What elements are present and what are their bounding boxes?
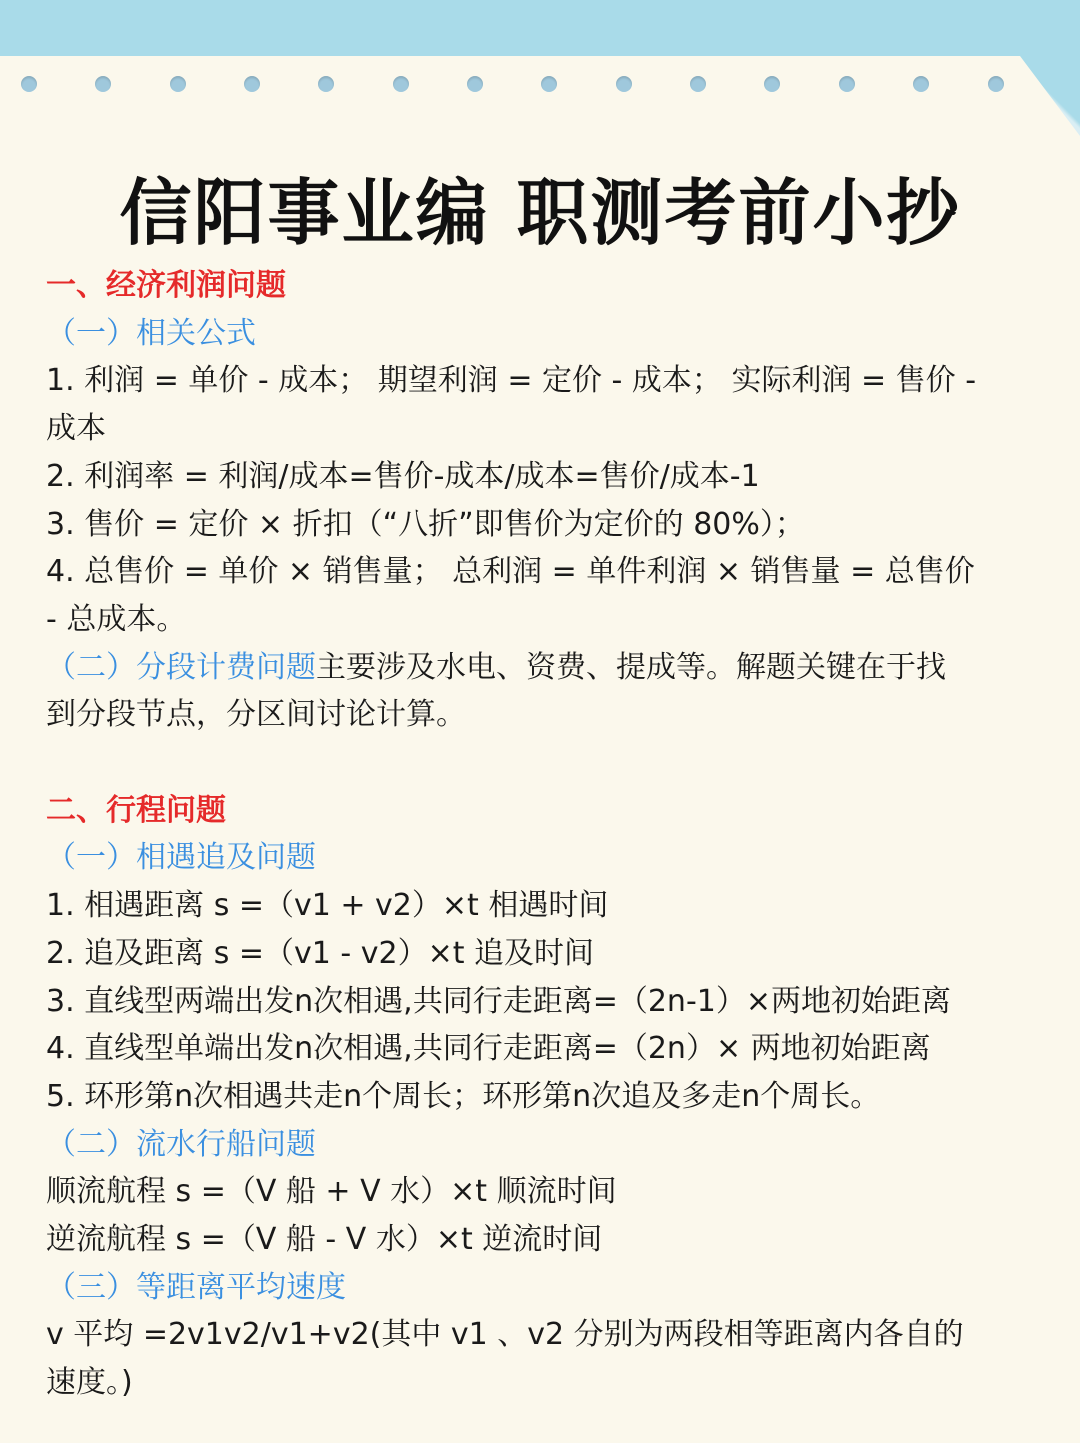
binder-hole [839,76,855,92]
formula-line: 顺流航程 s =（V 船 + V 水）×t 顺流时间 [46,1174,617,1210]
formula-line: 4. 直线型单端出发n次相遇,共同行走距离=（2n）× 两地初始距离 [46,1031,931,1067]
page-title: 信阳事业编 职测考前小抄 [119,171,961,255]
formula-line: 3. 售价 = 定价 × 折扣（“八折”即售价为定价的 80%）； [46,506,805,542]
formula-line: 4. 总售价 = 单价 × 销售量； 总利润 = 单件利润 × 销售量 = 总售价 [46,554,975,590]
binder-hole [95,76,111,92]
segmented-billing-line [46,644,1041,692]
subheading-average-speed: （三）等距离平均速度 [46,1269,346,1305]
binder-hole [616,76,632,92]
binder-hole [541,76,557,92]
binder-hole [21,76,37,92]
formula-line: - 总成本。 [46,601,187,637]
formula-line: 3. 直线型两端出发n次相遇,共同行走距离=（2n-1）×两地初始距离 [46,983,951,1019]
binder-hole [170,76,186,92]
subheading-formulas: （一）相关公式 [46,315,256,351]
binder-hole [244,76,260,92]
formula-line: 成本 [46,411,106,447]
segmented-billing-text: 主要涉及水电、资费、提成等。解题关键在于找 [316,649,946,685]
subheading-segmented-billing: （二）分段计费问题 [46,649,316,685]
formula-line: 2. 利润率 = 利润/成本=售价-成本/成本=售价/成本-1 [46,458,760,494]
subheading-meeting-chasing: （一）相遇追及问题 [46,840,316,876]
formula-line: v 平均 =2v1v2/v1+v2(其中 v1 、v2 分别为两段相等距离内各自的 [46,1317,964,1353]
formula-line: 1. 相遇距离 s =（v1 + v2）×t 相遇时间 [46,888,609,924]
formula-line: 逆流航程 s =（V 船 - V 水）×t 逆流时间 [46,1222,603,1258]
binder-hole [393,76,409,92]
binder-hole [690,76,706,92]
binder-holes [0,76,1080,96]
subheading-boat-current: （二）流水行船问题 [46,1126,316,1162]
binder-hole [913,76,929,92]
formula-line: 速度。) [46,1365,133,1401]
notes-content [46,262,1041,1407]
binder-hole [764,76,780,92]
section-heading-profit: 一、经济利润问题 [46,268,286,303]
binder-hole [318,76,334,92]
formula-line: 1. 利润 = 单价 - 成本； 期望利润 = 定价 - 成本； 实际利润 = 售价 - [46,363,977,399]
segmented-billing-text-2: 到分段节点，分区间讨论计算。 [46,697,466,733]
binder-hole [988,76,1004,92]
section-heading-travel: 二、行程问题 [46,792,226,828]
binder-hole [467,76,483,92]
formula-line: 2. 追及距离 s =（v1 - v2）×t 追及时间 [46,935,595,971]
section-gap [46,739,1041,787]
formula-line: 5. 环形第n次相遇共走n个周长；环形第n次追及多走n个周长。 [46,1078,881,1114]
